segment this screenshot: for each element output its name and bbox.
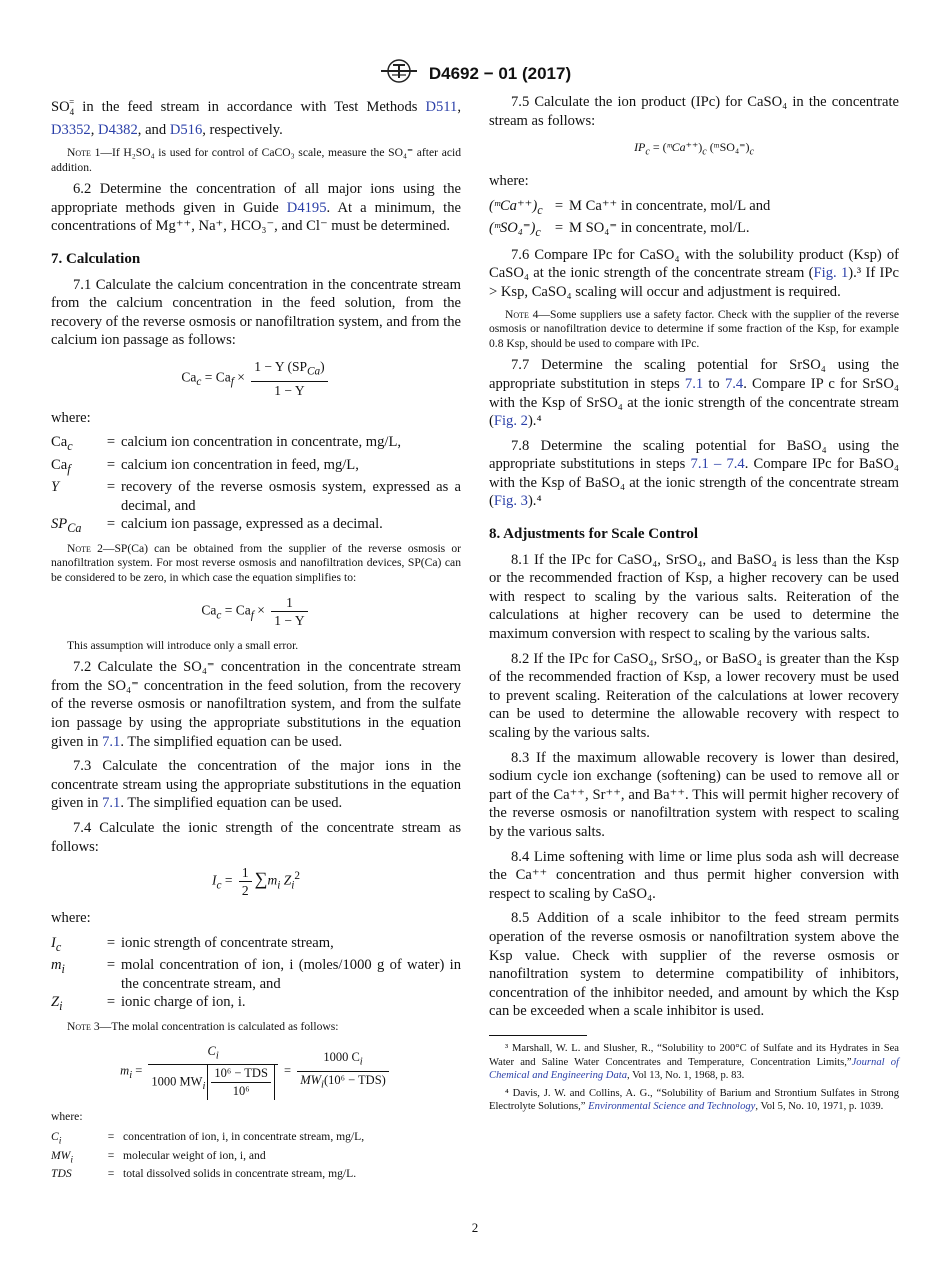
paragraph-6-2: 6.2 Determine the concentration of all major ions using the appropriate methods given in Guide D4195. At a minimum, the concentrations of Mg⁺⁺, Na⁺, HCO₃⁻, and Cl⁻ must be determined. — [51, 181, 462, 235]
where-row: $SP_{Ca}$ = calcium ion passage, expressed as a decimal. — [51, 516, 383, 536]
footnote-divider — [489, 1035, 587, 1036]
paragraph-7-5: 7.5 Calculate the ion product (IPc) for CaSO₄ in the concentrate stream as follows: — [489, 94, 899, 129]
note-3: Note 3—The molal concentration is calculated as follows: — [67, 1019, 339, 1033]
where-row: $Z_i$ = ionic charge of ion, i. — [51, 994, 246, 1014]
paragraph-7-1: 7.1 Calculate the calcium concentration in the concentrate stream from the calcium concentration in the feed solution, from the recovery of the reverse osmosis or nanofiltration system, and from the calcium ion passage as follows: — [51, 276, 461, 349]
assumption-note: This assumption will introduce only a small error. — [67, 638, 299, 652]
equation-ionic-strength: $I_c$ = $\frac{1}{2}$ $\sum m_i$ $Z_i^2$ — [211, 865, 300, 899]
link-journal-chem-eng-data[interactable]: Journal of Chemical and Engineering Data — [489, 1056, 899, 1082]
link-fig-3[interactable]: Fig. 3 — [493, 493, 528, 510]
where-list-ionic — [51, 934, 461, 1016]
equation-calcium: $Ca_c = Ca_f$ × $\frac{1 - Y (SP_{Ca})}{1 - Y}$ — [51, 358, 461, 399]
astm-logo — [379, 58, 419, 89]
where-label-1: where: — [51, 409, 91, 426]
link-7-1-7-4[interactable]: 7.1 – 7.4 — [690, 456, 745, 473]
where-list-molal — [51, 1130, 364, 1187]
footnote-4: ⁴ Davis, J. W. and Collins, A. G., “Solubility of Barium and Strontium Sulfates in Strong Electrolyte Solutions,” Environmental Science and Technology, Vol 5, No. 10, 1971, p. 1039. — [489, 1087, 899, 1113]
note-1: Note 1—If H₂SO₄ is used for control of CaCO₃ scale, measure the SO₄⁼ after acid addition. — [51, 145, 461, 174]
where-list-calcium — [51, 433, 461, 538]
where-label-3: where: — [51, 1110, 83, 1124]
equation-ion-product: $IP_c$ = $(ᵐCa^{++})_c$ $(ᵐSO_4^=)_c$ — [634, 140, 754, 158]
where-row: $m_i$ = molal concentration of ion, i (moles/1000 g of water) in the concentrate stream, and — [51, 957, 461, 992]
paragraph-7-2: 7.2 Calculate the SO₄⁼ concentration in the concentrate stream from the SO₄⁼ concentration in the feed solution, from the recovery of the reverse osmosis or nanofiltration system, and from the sulfate ion passage by using the appropriate substitutions in the equation given in 7.1. The simplified equation can be used. — [51, 659, 461, 750]
paragraph-8-3: 8.3 If the maximum allowable recovery is lower than desired, sodium cycle ion exchange (softening) can be used to remove all or part of the Ca⁺⁺, Sr⁺⁺, and Ba⁺⁺. This will permit higher recovery of the reverse osmosis or nanofiltration system with respect to scaling by the various salts. — [489, 749, 899, 840]
link-fig-1[interactable]: Fig. 1 — [813, 265, 849, 282]
paragraph-8-1: 8.1 If the IPc for CaSO₄, SrSO₄, and BaSO₄ is less than the Ksp or the recommended fraction of Ksp, a higher recovery can be used with respect to scaling by the various salts. Reiteration of the calculations at higher recovery can be used to determine the maximum conversion with respect to scaling by the various salts. — [489, 551, 899, 643]
paragraph-8-5: 8.5 Addition of a scale inhibitor to the feed stream permits operation of the reverse osmosis or nanofiltration system above the Ksp value. Check with supplier of the reverse osmosis or nanofiltration system to determine compatibility of inhibitors, concentration of the inhibitor needed, and amount by which the Ksp can be exceeded when a scale inhibitor is used. — [489, 910, 899, 1020]
right-column — [489, 93, 899, 1118]
note-2: Note 2—SP(Ca) can be obtained from the supplier of the reverse osmosis or nanofiltration system. For most reverse osmosis and nanofiltration devices, SP(Ca) can be considered to be zero, in which case the equation simplifies to: — [51, 541, 462, 585]
link-d3352[interactable]: D3352 — [51, 122, 91, 139]
link-d4195[interactable]: D4195 — [286, 199, 327, 216]
where-row: $(ᵐSO_4^=)_c$ = M SO₄⁼ in concentrate, mol/L. — [489, 220, 750, 240]
paragraph-7-8: 7.8 Determine the scaling potential for BaSO₄ using the appropriate substitutions in steps 7.1 – 7.4. Compare IPc for BaSO₄ with the Ksp of BaSO₄ at the ionic strength of the concentrate stream (Fig. 3).⁴ — [489, 437, 899, 510]
equation-calcium-simplified: $Ca_c = Ca_f$ × $\frac{1}{1 - Y}$ — [51, 594, 461, 629]
document-designation: D4692 − 01 (2017) — [428, 63, 572, 83]
where-row: Y = recovery of the reverse osmosis system, expressed as a decimal, and — [51, 479, 461, 514]
where-row: $C_i$ = concentration of ion, i, in concentrate stream, mg/L, — [51, 1129, 365, 1146]
link-env-sci-tech[interactable]: Environmental Science and Technology — [588, 1101, 756, 1113]
link-d4382[interactable]: D4382 — [98, 122, 138, 139]
paragraph-feed-stream: $SO_4^=$ in the feed stream in accordance with Test Methods D511, D3352, D4382, and D516, respectively. — [51, 97, 462, 139]
paragraph-7-3: 7.3 Calculate the concentration of the major ions in the concentrate stream using the appropriate substitutions in the equation given in 7.1. The simplified equation can be used. — [51, 758, 461, 812]
where-row: $MW_i$ = molecular weight of ion, i, and — [51, 1148, 266, 1165]
link-7-1[interactable]: 7.1 — [684, 375, 704, 392]
where-row: $I_c$ = ionic strength of concentrate stream, — [51, 934, 334, 954]
left-column — [51, 93, 461, 1190]
link-fig-2[interactable]: Fig. 2 — [493, 413, 528, 430]
where-row: $(ᵐCa^{++})_c$ = M Ca⁺⁺ in concentrate, mol/L and — [489, 197, 771, 217]
page-header — [0, 58, 950, 89]
where-list-ion-product — [489, 197, 770, 242]
link-d516[interactable]: D516 — [169, 122, 203, 139]
where-row: TDS = total dissolved solids in concentrate stream, mg/L. — [51, 1167, 357, 1181]
paragraph-7-4: 7.4 Calculate the ionic strength of the concentrate stream as follows: — [51, 819, 461, 855]
paragraph-8-4: 8.4 Lime softening with lime or lime plus soda ash will decrease the Ca⁺⁺ concentration and thus permit higher conversion with respect to scaling by CaSO₄. — [489, 848, 899, 902]
where-row: $Ca_c$ = calcium ion concentration in concentrate, mg/L, — [51, 434, 402, 454]
link-7-1[interactable]: 7.1 — [102, 795, 121, 812]
section-8-heading: 8. Adjustments for Scale Control — [489, 526, 699, 543]
section-7-heading: 7. Calculation — [51, 250, 141, 267]
footnote-3: ³ Marshall, W. L. and Slusher, R., “Solubility to 200°C of Sulfate and its Hydrates in Sea Water and Saline Water Concentrates and Temperature, Concentration Limits,”Journal of Chemical and Engineering Data, Vol 13, No. 1, 1968, p. 83. — [489, 1042, 899, 1082]
paragraph-7-6: 7.6 Compare IPc for CaSO₄ with the solubility product (Ksp) of CaSO₄ at the ionic strength of the concentrate stream (Fig. 1).³ If IPc > Ksp, CaSO₄ scaling will occur and adjustment is required. — [489, 246, 900, 300]
paragraph-7-7: 7.7 Determine the scaling potential for SrSO₄ using the appropriate substitution in steps 7.1 to 7.4. Compare IP c for SrSO₄ with the Ksp of SrSO₄ at the ionic strength of the concentrate stream (Fig. 2).⁴ — [489, 357, 899, 430]
page-number: 2 — [471, 1220, 479, 1235]
note-4: Note 4—Some suppliers use a safety factor. Check with the supplier of the reverse osmosis or nanofiltration device to determine if some fraction of the Ksp, for example 0.8 Ksp, should be used to compare with IPc. — [489, 307, 899, 350]
equation-molal: $m_i$ = $C_i$ 1000 $MW_i$ $\frac{\text{10⁶ − TDS}}{\text{10⁶}}$ = $\frac{1000 C_i}{MW_i(10^6 - TDS)}$ — [51, 1043, 461, 1101]
where-row: $Ca_f$ = calcium ion concentration in feed, mg/L, — [51, 456, 359, 476]
link-d511[interactable]: D511 — [425, 98, 458, 115]
where-label-4: where: — [489, 173, 529, 190]
link-7-4[interactable]: 7.4 — [724, 375, 744, 392]
paragraph-8-2: 8.2 If the IPc for CaSO₄, SrSO₄, or BaSO₄ is greater than the Ksp of the recommended fraction of Ksp, a lower recovery must be used to prevent scaling. Reiteration of the calculations at lower recovery can be used to determine the allowable recovery with respect to scaling by the various salts. — [489, 650, 899, 742]
link-7-1[interactable]: 7.1 — [102, 733, 121, 750]
where-label-2: where: — [51, 910, 91, 927]
